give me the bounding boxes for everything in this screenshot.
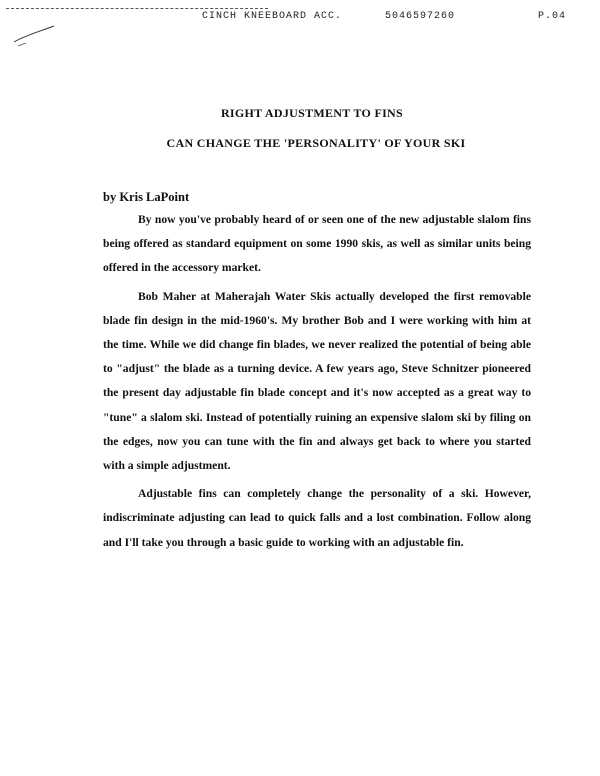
paragraph-3: Adjustable fins can completely change the personality of a ski. However, indiscriminate adjusting can lead to quick falls and a lost combination. Follow along and I'll take you through a basic guide to working with an adjustable fin. xyxy=(103,487,531,549)
pen-stroke-mark xyxy=(12,24,56,50)
byline: by Kris LaPoint xyxy=(103,190,190,204)
fax-phone-number: 5046597260 xyxy=(385,11,456,22)
article-body xyxy=(103,208,531,559)
paragraph-2: Bob Maher at Maherajah Water Skis actually developed the first removable blade fin design in the mid-1960's. My brother Bob and I were working with him at the time. While we did change fin blades, we never realized the potential of being able to "adjust" the blade as a turning device. A few years ago, Steve Schnitzer pioneered the present day adjustable fin blade concept and it's now accepted as a great way to "tune" a slalom ski. Instead of potentially ruining an expensive slalom ski by filing on the edges, now you can tune with the fin and always get back to where you started with a simple adjustment. xyxy=(103,289,531,473)
fax-header xyxy=(0,11,600,25)
article-title-line-2: CAN CHANGE THE 'PERSONALITY' OF YOUR SKI xyxy=(166,136,466,150)
fax-sender: CINCH KNEEBOARD ACC. xyxy=(202,11,343,22)
paragraph-1: By now you've probably heard of or seen one of the new adjustable slalom fins being offered as standard equipment on some 1990 skis, as well as similar units being offered in the accessory market. xyxy=(103,213,531,275)
fax-page-number: P.04 xyxy=(538,11,567,22)
dashed-rule xyxy=(6,8,268,9)
article-title-line-1: RIGHT ADJUSTMENT TO FINS xyxy=(220,106,404,120)
